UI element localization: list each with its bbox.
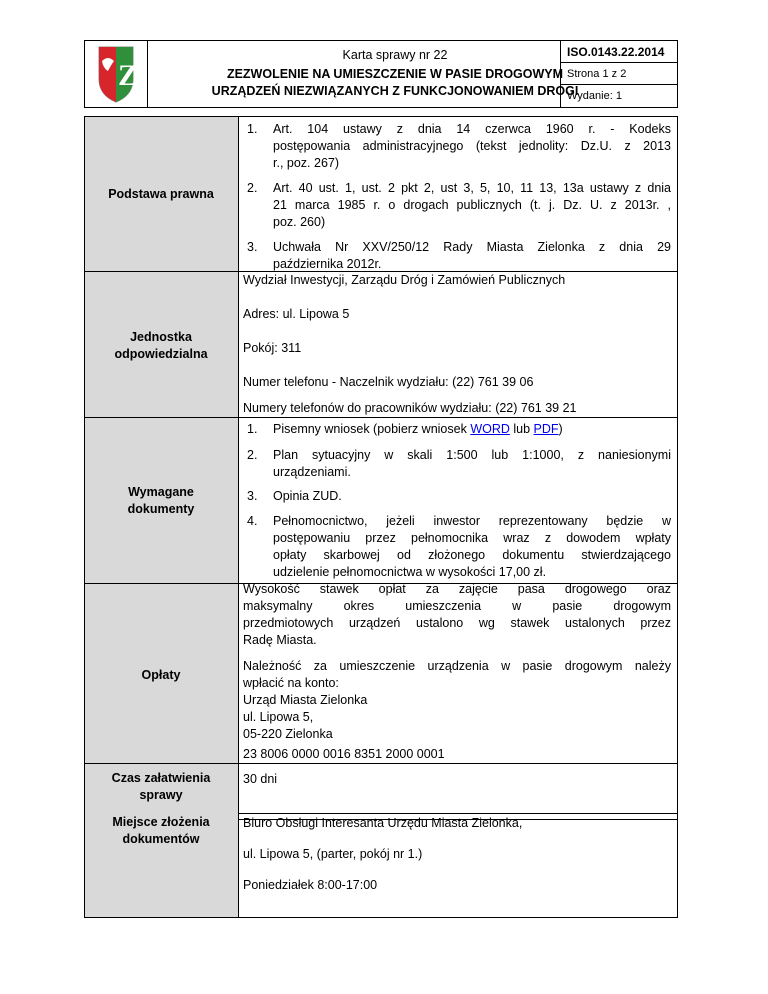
title-line-1: ZEZWOLENIE NA UMIESZCZENIE W PASIE DROGOWYM — [226, 67, 564, 81]
fees-rates-paragraph: Wysokość stawek opłat za zajęcie pasa drogowego oraz maksymalny okres umieszczenia w pasie drogowym przedmiotowych urządzeń ustalono wg stawek ustalonych przez Radę Miasta. — [243, 582, 671, 647]
logo-letter: Z — [118, 59, 139, 92]
bank-account-number: 23 8006 0000 0016 8351 2000 0001 — [243, 747, 445, 761]
department-address: Adres: ul. Lipowa 5 — [243, 307, 350, 321]
head-phone: Numer telefonu - Naczelnik wydziału: (22) 761 39 06 — [243, 375, 534, 389]
list-number: 4. — [247, 514, 258, 528]
label-column — [85, 117, 239, 819]
title-line-2: URZĄDZEŃ NIEZWIĄZANYCH Z FUNKCJONOWANIEM DROGI — [211, 84, 579, 98]
legal-basis-item: Art. 104 ustawy z dnia 14 czerwca 1960 r. - Kodeks postępowania administracyjnego (tekst jednolity: Dz.U. z 2013 r., poz. 267) — [273, 122, 671, 170]
document-item-power-of-attorney: Pełnomocnictwo, jeżeli inwestor reprezentowany będzie w postępowaniu przez pełnomocnika wraz z dowodem wpłaty opłaty skarbowej od złożonego dokumentu stwierdzającego udzielenie pełnomocnictwa w wysokości 17,00 zł. — [273, 514, 671, 579]
list-number: 1. — [247, 122, 258, 136]
logo-cell — [85, 41, 148, 107]
legal-basis-item: Art. 40 ust. 1, ust. 2 pkt 2, ust 3, 5, 10, 11 13, 13a ustawy z dnia 21 marca 1985 r. o drogach publicznych (t. j. Dz. U. z 2013r. , poz. 260) — [273, 181, 671, 229]
label-wymagane-dokumenty: Wymagane dokumenty — [127, 485, 195, 516]
list-number: 3. — [247, 240, 258, 254]
document-item-application: Pisemny wniosek (pobierz wniosek WORD lub PDF) — [273, 422, 563, 436]
list-number: 1. — [247, 422, 258, 436]
list-number: 2. — [247, 448, 258, 462]
label-oplaty: Opłaty — [141, 668, 181, 682]
label-czas: Czas załatwienia sprawy — [111, 771, 211, 802]
row-divider — [85, 763, 677, 764]
edition: Wydanie: 1 — [560, 85, 677, 107]
label-podstawa-prawna: Podstawa prawna — [108, 187, 214, 201]
label-jednostka: Jednostka odpowiedzialna — [114, 330, 208, 361]
office-address: ul. Lipowa 5, (parter, pokój nr 1.) — [243, 847, 423, 861]
fees-payment-paragraph: Należność za umieszczenie urządzenia w pasie drogowym należy wpłacić na konto: Urząd Miasta Zielonka ul. Lipowa 5, 05-220 Zielonka 23 8006 0000 0016 8351 2000 0001 — [243, 659, 671, 761]
download-word-link[interactable]: WORD — [470, 422, 510, 436]
city-coat-of-arms-logo — [85, 41, 147, 107]
document-header — [84, 40, 678, 108]
download-pdf-link[interactable]: PDF — [533, 422, 559, 436]
page-number: Strona 1 z 2 — [560, 63, 677, 85]
legal-basis-item: Uchwała Nr XXV/250/12 Rady Miasta Zielonka z dnia 29 października 2012r. — [273, 240, 671, 271]
procedure-table — [84, 116, 678, 820]
submission-place-row — [84, 812, 678, 918]
document-item-zud: Opinia ZUD. — [273, 489, 342, 503]
processing-time: 30 dni — [243, 772, 278, 786]
list-number: 3. — [247, 489, 258, 503]
department-room: Pokój: 311 — [243, 341, 302, 355]
office-name: Biuro Obsługi Interesanta Urzędu Miasta Zielonka, — [243, 816, 523, 830]
label-miejsce: Miejsce złożenia dokumentów — [112, 815, 210, 846]
office-hours: Poniedziałek 8:00-17:00 — [243, 878, 378, 892]
card-number: Karta sprawy nr 22 — [342, 48, 448, 62]
row-divider — [85, 417, 677, 418]
document-item-plan: Plan sytuacyjny w skali 1:500 lub 1:1000, z naniesionymi urządzeniami. — [273, 448, 671, 479]
list-number: 2. — [247, 181, 258, 195]
department-name: Wydział Inwestycji, Zarządu Dróg i Zamówień Publicznych — [243, 273, 566, 287]
iso-code: ISO.0143.22.2014 — [560, 41, 677, 63]
staff-phone: Numery telefonów do pracowników wydziału: (22) 761 39 21 — [243, 401, 577, 415]
